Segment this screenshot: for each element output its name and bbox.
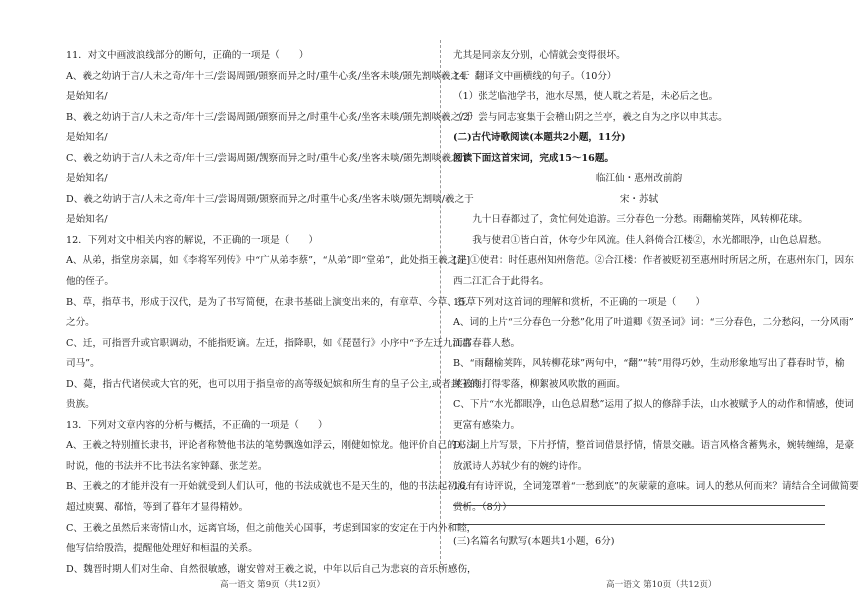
q14-sentence-1: （1）张芝临池学书，池水尽黑，使人耽之若是，未必后之也。: [453, 91, 719, 103]
q12-option-b-cont: 之分。: [66, 317, 95, 329]
q11-option-a-cont: 是始知名/: [66, 91, 108, 103]
left-page-column: [66, 46, 480, 580]
q15-option-b-cont: 荚被雨打得零落，柳絮被风吹散的画面。: [453, 378, 626, 390]
poem-stanza-1: 九十日春都过了，贪忙何处追游。三分春色一分愁。雨翻榆荚阵，风转柳花球。: [472, 214, 808, 226]
q11-option-d-cont: 是始知名/: [66, 214, 108, 226]
section-two-heading: (二)古代诗歌阅读(本题共2小题，11分): [453, 132, 626, 144]
q13-option-a-cont: 时说，他的书法并不比书法名家钟繇、张芝差。: [66, 460, 268, 472]
q13-stem: 13．下列对文章内容的分析与概括，不正确的一项是（ ）: [66, 419, 328, 431]
answer-line-2: [453, 524, 825, 525]
q13-option-b-cont: 超过庾翼、郗愔，等到了暮年才显得精妙。: [66, 502, 249, 514]
q16-stem-cont: 赏析。（8分）: [453, 502, 512, 514]
page-footer-right: 高一语文 第10页（共12页）: [606, 580, 717, 590]
q11-option-c: C、羲之幼讷于言/人未之奇/年十三/尝谒周顗/觊察而异之时/重牛心炙/坐客未啖/顗先割啖羲之于: [66, 152, 471, 164]
q11-option-b-cont: 是始知名/: [66, 132, 108, 144]
q15-option-b: B、“雨翻榆荚阵，风转柳花球”两句中，“翻”“转”用得巧妙，生动形象地写出了暮春时节，榆: [453, 358, 845, 370]
section-three-heading: (三)名篇名句默写(本题共1小题，6分): [453, 536, 615, 547]
q15-option-d-cont: 放派诗人苏轼少有的婉约诗作。: [453, 460, 588, 472]
q12-option-c-cont: 司马”。: [66, 358, 100, 370]
q12-option-b: B、草，指草书，形成于汉代，是为了书写简便，在隶书基础上演变出来的，有章草、今草、狂草: [66, 296, 476, 308]
q11-option-a: A、羲之幼讷于言/人未之奇/年十三/尝谒周顗/顗察而异之时/重牛心炙/坐客未啖/顗先割啖羲之于: [66, 70, 470, 82]
q11-stem: 11．对文中画波浪线部分的断句，正确的一项是（ ）: [66, 50, 309, 61]
q15-option-c-cont: 更富有感染力。: [453, 419, 521, 431]
poem-notes: [注]①使君：时任惠州知州詹范。②合江楼：作者被贬初至惠州时所居之所，在惠州东门，因东: [453, 255, 854, 267]
q12-option-d: D、薨，指古代诸侯或大官的死，也可以用于指皇帝的高等级妃嫔和所生育的皇子公主,或者封王的: [66, 378, 480, 390]
q15-stem: 15．下列对这首词的理解和赏析，不正确的一项是（ ）: [453, 296, 706, 308]
poem-notes-cont: 西二江汇合于此得名。: [453, 276, 549, 288]
poem-title: 临江仙・惠州改前韵: [595, 173, 683, 185]
q13-option-a: A、王羲之特别擅长隶书，评论者称赞他书法的笔势飘逸如浮云，刚健如惊龙。他评价自己的书法: [66, 440, 476, 452]
q11-option-d: D、羲之幼讷于言/人未之奇/年十三/尝谒周顗/顗察而异之/时重牛心炙/坐客未啖/顗先割啖/羲之于: [66, 193, 474, 205]
q12-option-c: C、迁，可指晋升或官职调动，不能指贬谪。左迁，指降职，如《琵琶行》小序中“予左迁九江郡: [66, 337, 472, 349]
q13-option-b: B、王羲之的才能并没有一开始就受到人们认可，他的书法成就也不是天生的，他的书法起初没有: [66, 481, 476, 493]
poem-author: 宋・苏轼: [619, 193, 659, 205]
q15-option-d: D、词上片写景，下片抒情，整首词借景抒情，情景交融。语言风格含蓄隽永，婉转缠绵，是豪: [453, 440, 855, 452]
q16-stem: 16．有诗评说，全词笼罩着“一愁到底”的灰蒙蒙的意味。词人的愁从何而来？请结合全词做简要: [453, 481, 859, 493]
q13-option-d-cont: 尤其是同亲友分别，心情就会变得很坏。: [453, 50, 626, 61]
q15-option-a: A、词的上片“三分春色一分愁”化用了叶道卿《贺圣词》词：“三分春色，二分愁闷，一分风雨”: [453, 317, 854, 329]
q12-stem: 12．下列对文中相关内容的解说，不正确的一项是（ ）: [66, 234, 319, 246]
reading-instruction: 阅读下面这首宋词，完成15～16题。: [453, 152, 615, 164]
q12-option-a: A、从弟，指堂房亲属，如《李将军列传》中“广从弟李蔡”，“从弟”即“堂弟”，此处指王羲之是: [66, 255, 467, 267]
right-page-column: [453, 46, 859, 519]
answer-line-1: [453, 505, 825, 506]
q11-option-b: B、羲之幼讷于言/人未之奇/年十三/尝谒周顗/顗察而异之/时重牛心炙/坐客未啖/顗先割啖羲之/于: [66, 111, 474, 123]
q12-option-a-cont: 他的侄子。: [66, 276, 114, 288]
q14-sentence-2: （2）尝与同志宴集于会稽山阴之兰亭，羲之自为之序以申其志。: [453, 111, 728, 123]
q15-option-a-cont: 而言春暮人愁。: [453, 337, 521, 349]
q14-stem: 14．翻译文中画横线的句子。（10分）: [453, 70, 617, 82]
q11-option-c-cont: 是始知名/: [66, 173, 108, 185]
q12-option-d-cont: 贵族。: [66, 399, 95, 411]
q13-option-d: D、魏晋时期人们对生命、自然很敏感，谢安曾对王羲之说，中年以后自己为悲哀的音乐所感伤，: [66, 563, 477, 575]
q13-option-c: C、王羲之虽然后来寄情山水，远离官场，但之前他关心国事，考虑到国家的安定在于内外和睦，: [66, 522, 477, 534]
q13-option-c-cont: 他写信给殷浩，提醒他处理好和桓温的关系。: [66, 543, 258, 555]
page-footer-left: 高一语文 第9页（共12页）: [220, 580, 326, 590]
poem-stanza-2: 我与使君①皆白首，休夸少年风流。佳人斜倚合江楼②，水光都眼净，山色总眉愁。: [472, 234, 828, 246]
q15-option-c: C、下片“水光都眼净，山色总眉愁”运用了拟人的修辞手法，山水被赋予人的动作和情感，使词: [453, 399, 854, 411]
